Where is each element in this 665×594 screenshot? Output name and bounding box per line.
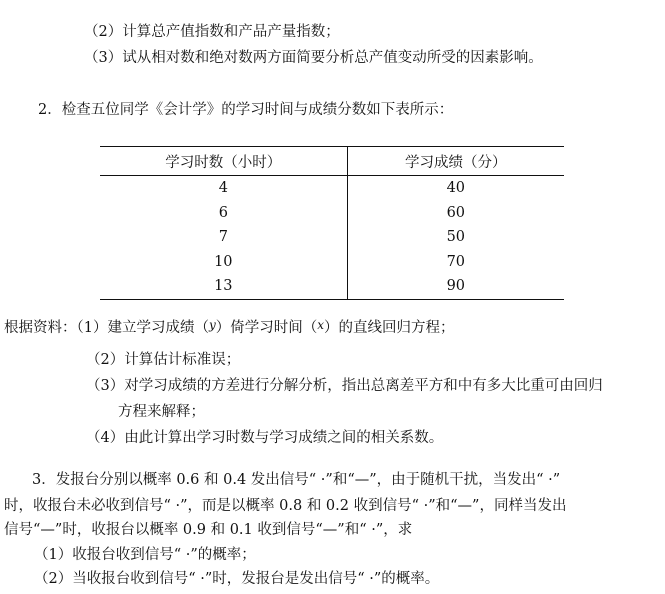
q2-ask1-suffix: ）的直线回归方程； xyxy=(324,320,455,336)
q2-ask1-middle: ）倚学习时间（ xyxy=(215,320,318,336)
cell-score: 60 xyxy=(347,201,564,226)
q2-ask4: （4）由此计算出学习时数与学习成绩之间的相关系数。 xyxy=(86,430,444,446)
q2-ask3-line1: （3）对学习成绩的方差进行分解分析，指出总离差平方和中有多大比重可由回归 xyxy=(86,378,603,394)
table-header-row xyxy=(100,147,564,176)
q2-ask1 xyxy=(4,315,455,338)
q1-item3: （3）试从相对数和绝对数两方面简要分析总产值变动所受的因素影响。 xyxy=(84,50,543,66)
q3-ask1: （1）收报台收到信号“ ·”的概率； xyxy=(34,547,256,563)
q3-ask2: （2）当收报台收到信号“ ·”时，发报台是发出信号“ ·”的概率。 xyxy=(34,571,440,587)
table-row xyxy=(100,250,564,275)
cell-score: 90 xyxy=(347,274,564,299)
cell-hours: 6 xyxy=(218,204,228,221)
table-row xyxy=(100,225,564,250)
cell-hours: 13 xyxy=(100,274,347,299)
q2-ask1-prefix: 根据资料：（1）建立学习成绩（ xyxy=(4,320,209,336)
study-data-table xyxy=(100,146,564,300)
header-study-score: 学习成绩（分） xyxy=(347,147,564,176)
header-study-hours: 学习时数（小时） xyxy=(100,147,347,176)
cell-hours: 7 xyxy=(218,229,228,246)
var-x: x xyxy=(317,318,325,332)
table-row xyxy=(100,274,564,299)
var-y: y xyxy=(208,318,216,332)
cell-score: 40 xyxy=(347,176,564,201)
cell-hours: 10 xyxy=(214,253,233,270)
q2-ask2: （2）计算估计标准误； xyxy=(86,352,241,368)
table-row xyxy=(100,176,564,201)
q1-item2: （2）计算总产值指数和产品产量指数； xyxy=(84,24,340,40)
cell-score: 70 xyxy=(347,250,564,275)
table-row xyxy=(100,201,564,226)
cell-hours: 4 xyxy=(218,180,228,197)
q3-line3: 信号“—”时，收报台以概率 0.9 和 0.1 收到信号“—”和“ ·”，求 xyxy=(4,522,413,538)
q3-line1: 3．发报台分别以概率 0.6 和 0.4 发出信号“ ·”和“—”，由于随机干扰，当发出“ ·” xyxy=(32,472,561,488)
q3-line2: 时，收报台未必收到信号“ ·”，而是以概率 0.8 和 0.2 收到信号“ ·”和“—”，同样当发出 xyxy=(4,498,567,514)
q2-intro: 2．检查五位同学《会计学》的学习时间与成绩分数如下表所示： xyxy=(38,102,454,118)
q2-ask3-line2: 方程来解释； xyxy=(118,404,205,420)
cell-score: 50 xyxy=(347,225,564,250)
